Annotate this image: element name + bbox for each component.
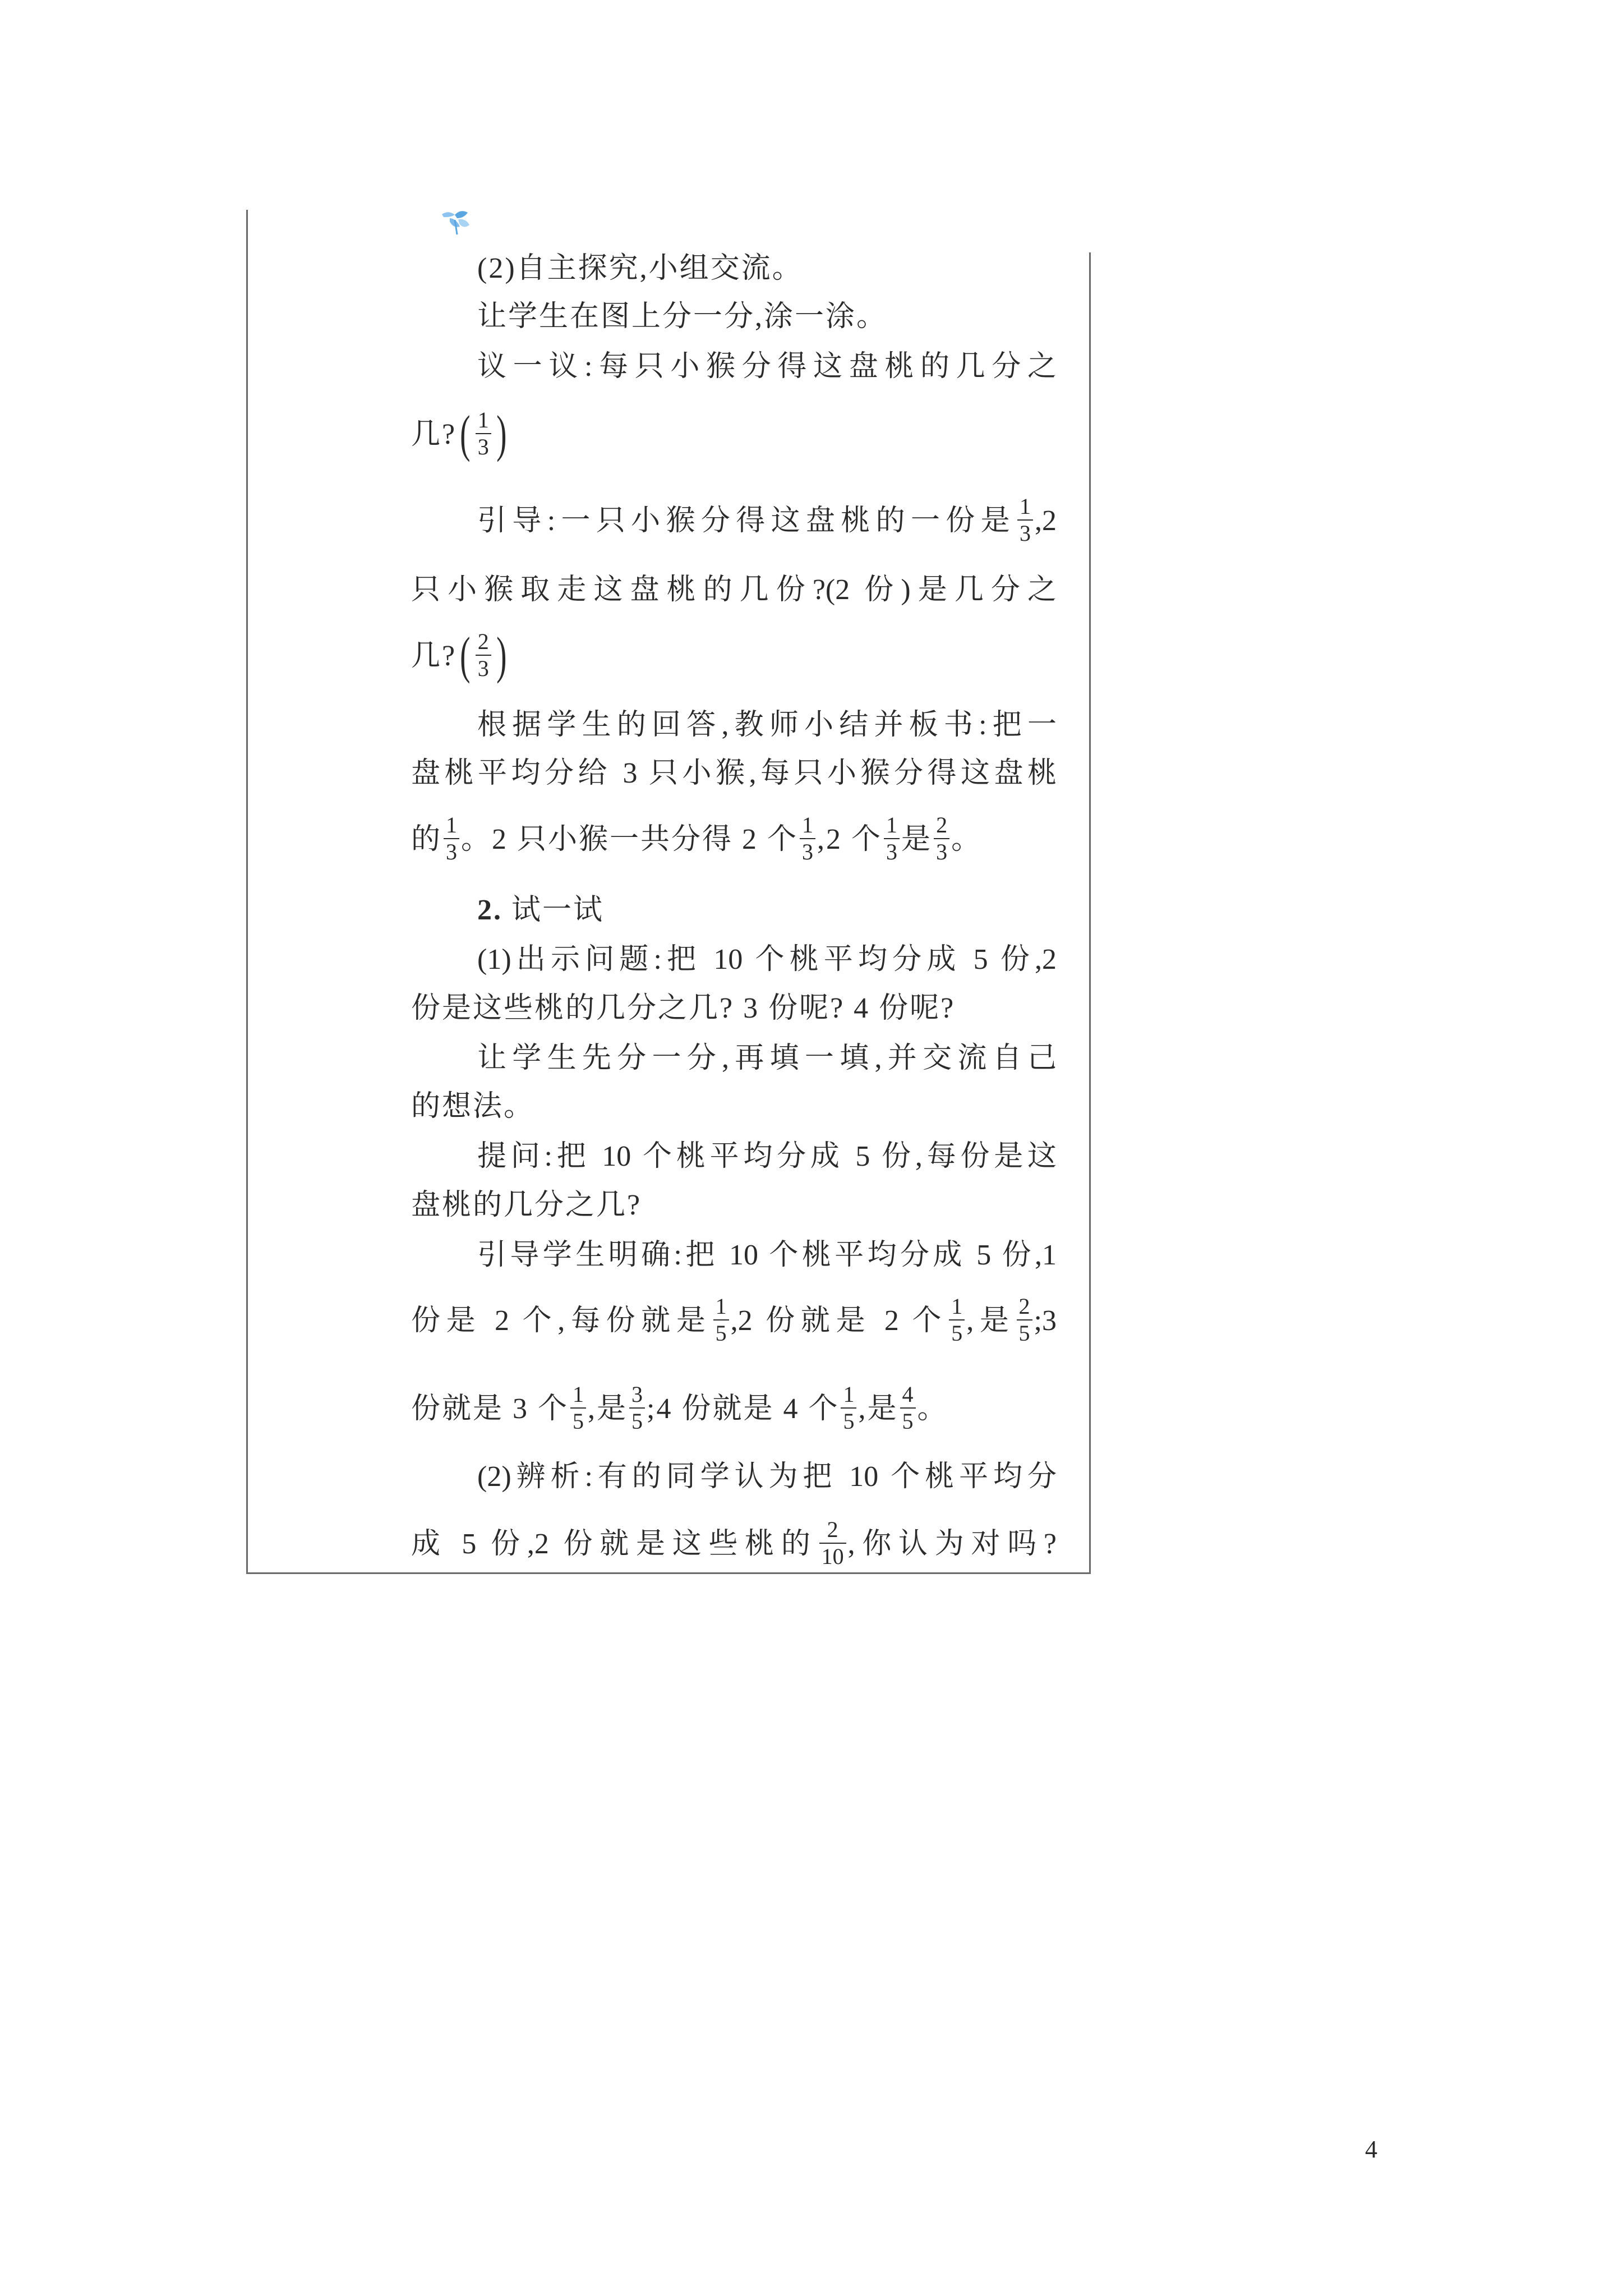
page-number: 4 bbox=[1365, 2136, 1377, 2163]
fraction-denominator: 10 bbox=[821, 1544, 844, 1570]
fraction-numerator: 1 bbox=[444, 814, 459, 839]
fraction-numerator: 3 bbox=[629, 1383, 645, 1409]
fraction-denominator: 5 bbox=[843, 1409, 855, 1434]
line-text: 。2 只小猴一共分得 2 个 bbox=[461, 823, 799, 855]
fraction bbox=[570, 1383, 586, 1433]
line-text: 提问:把 10 个桃平均分成 5 份,每份是这 bbox=[477, 1140, 1057, 1172]
text-line bbox=[477, 1222, 1057, 1289]
fraction bbox=[884, 814, 900, 863]
line-text: 盘桃的几分之几? bbox=[411, 1189, 642, 1221]
fraction bbox=[1017, 1295, 1032, 1345]
fraction-numerator: 2 bbox=[819, 1519, 846, 1544]
flower-icon-graphic bbox=[437, 209, 478, 237]
fraction bbox=[444, 814, 459, 863]
line-text: 是 bbox=[901, 823, 933, 855]
line-text: (1)出示问题:把 10 个桃平均分成 5 份,2 bbox=[477, 944, 1057, 976]
text-line bbox=[477, 1443, 1057, 1511]
parenthesis: ) bbox=[496, 405, 507, 463]
fraction-denominator: 5 bbox=[902, 1409, 914, 1434]
line-text: ,是 bbox=[588, 1393, 628, 1425]
section-number: 2. bbox=[477, 894, 502, 926]
line-text: 。 bbox=[917, 1393, 948, 1425]
fraction-numerator: 1 bbox=[884, 814, 900, 839]
fraction bbox=[476, 409, 491, 458]
text-line bbox=[411, 401, 1057, 468]
line-text: 试一试 bbox=[511, 894, 605, 926]
fraction-denominator: 5 bbox=[1018, 1320, 1030, 1346]
fraction bbox=[819, 1519, 846, 1568]
line-text: ,你认为对吗? bbox=[847, 1528, 1057, 1560]
fraction bbox=[934, 814, 949, 863]
fraction-numerator: 4 bbox=[900, 1383, 916, 1409]
fraction bbox=[629, 1383, 645, 1433]
fraction bbox=[800, 814, 815, 863]
line-text: 几? bbox=[411, 640, 457, 672]
fraction-denominator: 3 bbox=[886, 839, 898, 865]
fraction-denominator: 3 bbox=[1020, 521, 1031, 546]
line-text: 成 5 份,2 份就是这些桃的 bbox=[411, 1528, 818, 1560]
line-text: ;4 份就是 4 个 bbox=[647, 1393, 840, 1425]
line-text: 引导学生明确:把 10 个桃平均分成 5 份,1 bbox=[477, 1239, 1057, 1271]
fraction bbox=[949, 1295, 965, 1345]
text-line bbox=[477, 487, 1057, 555]
fraction bbox=[841, 1383, 856, 1433]
fraction-numerator: 2 bbox=[1017, 1295, 1032, 1320]
line-text: 引导:一只小猴分得这盘桃的一份是 bbox=[477, 505, 1016, 537]
fraction-denominator: 5 bbox=[573, 1409, 584, 1434]
line-text: 让学生先分一分,再填一填,并交流自己 bbox=[477, 1042, 1057, 1074]
text-line bbox=[411, 806, 1057, 873]
parenthesis: ) bbox=[496, 627, 507, 684]
fraction-denominator: 3 bbox=[477, 656, 489, 682]
fraction-numerator: 1 bbox=[1017, 495, 1033, 521]
fraction-denominator: 3 bbox=[802, 839, 814, 865]
fraction bbox=[1017, 495, 1033, 545]
text-line bbox=[411, 556, 1057, 624]
line-text: (2)自主探究,小组交流。 bbox=[477, 252, 803, 284]
text-line bbox=[411, 1287, 1057, 1355]
fraction bbox=[476, 631, 491, 680]
line-text: 只小猴取走这盘桃的几份?(2 份)是几分之 bbox=[411, 574, 1057, 606]
fraction-denominator: 3 bbox=[477, 434, 489, 460]
fraction-denominator: 5 bbox=[631, 1409, 643, 1434]
fraction-numerator: 1 bbox=[949, 1295, 965, 1320]
text-line bbox=[411, 1375, 1057, 1443]
fraction-numerator: 1 bbox=[800, 814, 815, 839]
fraction-numerator: 1 bbox=[476, 409, 491, 434]
parenthesis: ( bbox=[460, 627, 471, 684]
fraction-numerator: 2 bbox=[934, 814, 949, 839]
fraction-numerator: 1 bbox=[713, 1295, 729, 1320]
line-text: ,2 bbox=[1035, 505, 1057, 537]
line-text: ,是 bbox=[858, 1393, 898, 1425]
line-text: ,2 个 bbox=[817, 823, 883, 855]
text-line bbox=[477, 333, 1057, 401]
line-text: ,2 份就是 2 个 bbox=[730, 1305, 948, 1337]
parenthesis: ( bbox=[460, 405, 471, 463]
line-text: ;3 bbox=[1034, 1305, 1057, 1337]
line-text: 份就是 3 个 bbox=[411, 1393, 569, 1425]
line-text: 几? bbox=[411, 418, 457, 450]
line-text: 份是这些桃的几分之几? 3 份呢? 4 份呢? bbox=[411, 992, 956, 1024]
line-text: (2)辨析:有的同学认为把 10 个桃平均分 bbox=[477, 1461, 1057, 1493]
fraction-numerator: 2 bbox=[476, 631, 491, 656]
text-line bbox=[411, 1511, 1057, 1578]
fraction bbox=[900, 1383, 916, 1433]
fraction-denominator: 3 bbox=[446, 839, 458, 865]
fraction-denominator: 5 bbox=[715, 1320, 727, 1346]
flower-icon bbox=[437, 209, 478, 237]
line-text: 盘桃平均分给 3 只小猴,每只小猴分得这盘桃 bbox=[411, 757, 1057, 789]
text-line bbox=[411, 623, 1057, 690]
line-text: 议一议:每只小猴分得这盘桃的几分之 bbox=[477, 351, 1057, 383]
line-text: 的 bbox=[411, 823, 442, 855]
line-text: 根据学生的回答,教师小结并板书:把一 bbox=[477, 709, 1057, 741]
line-text: 让学生在图上分一分,涂一涂。 bbox=[477, 301, 888, 333]
fraction-denominator: 5 bbox=[951, 1320, 963, 1346]
line-text: ,是 bbox=[966, 1305, 1015, 1337]
fraction-denominator: 3 bbox=[936, 839, 948, 865]
frame-right-border bbox=[1089, 252, 1091, 1574]
fraction-numerator: 1 bbox=[841, 1383, 856, 1409]
frame-left-border bbox=[246, 210, 248, 1574]
fraction bbox=[713, 1295, 729, 1345]
text-line bbox=[411, 740, 1057, 807]
fraction-numerator: 1 bbox=[570, 1383, 586, 1409]
line-text: 份是 2 个,每份就是 bbox=[411, 1305, 712, 1337]
line-text: 。 bbox=[951, 823, 983, 855]
line-text: 的想法。 bbox=[411, 1091, 535, 1122]
